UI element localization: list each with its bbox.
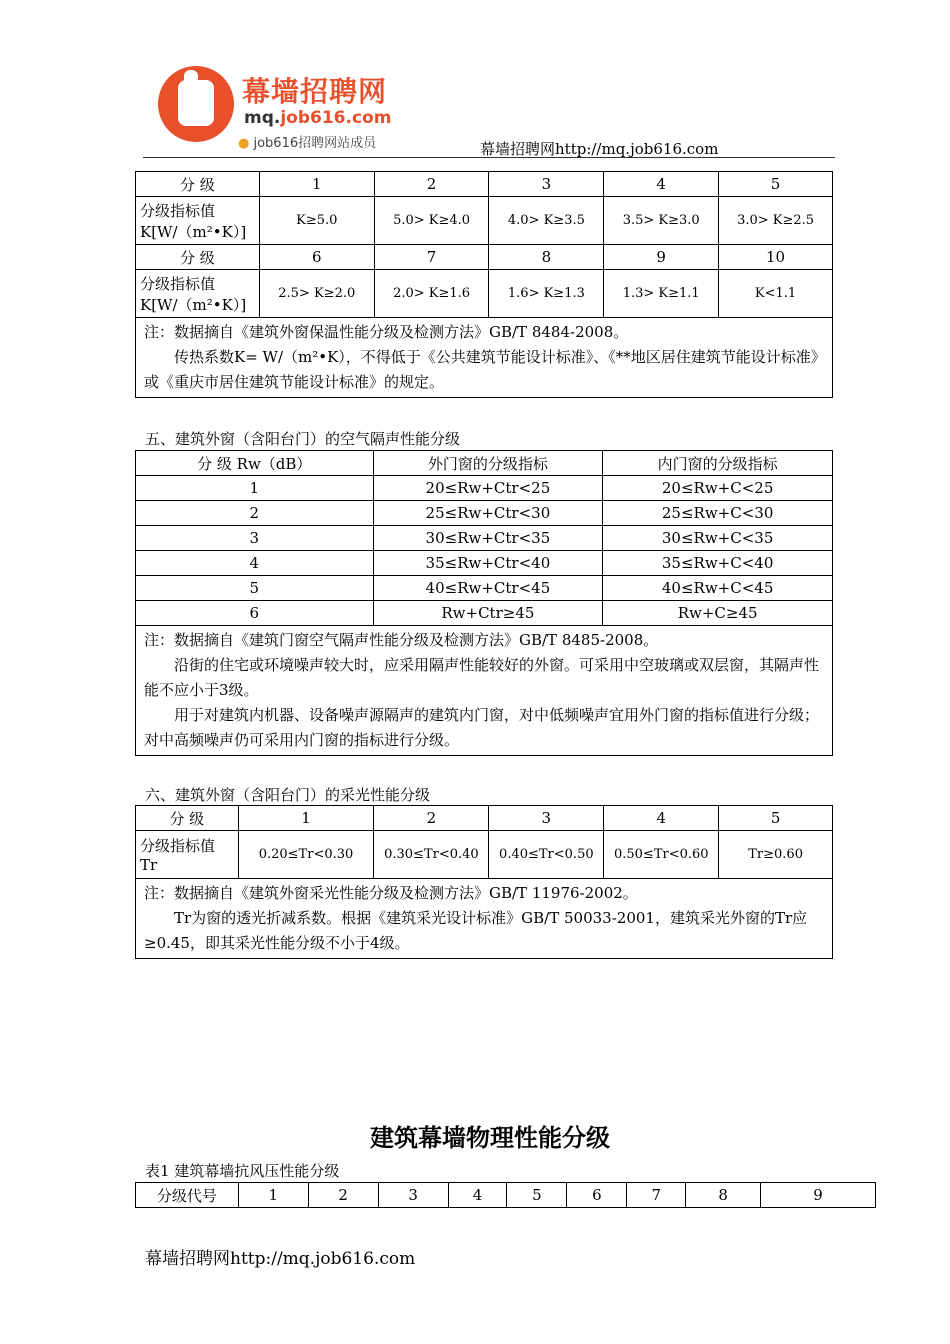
row-label-text: 分级指标值 xyxy=(140,274,216,293)
table-cell: 0.20≤Tr<0.30 xyxy=(238,831,374,879)
table-row xyxy=(136,476,833,501)
table-cell: 2 xyxy=(136,501,374,526)
table-cell: 6 xyxy=(259,245,374,270)
row-label-text: 分级指标值 xyxy=(140,837,216,855)
table-cell: 20≤Rw+Ctr<25 xyxy=(373,476,603,501)
thermal-grade-table xyxy=(135,171,833,398)
table-cell: 5 xyxy=(507,1183,567,1208)
logo-title: 幕墙招聘网 xyxy=(242,75,388,108)
table-cell: K<1.1 xyxy=(719,270,833,318)
table-row xyxy=(136,576,833,601)
note-text: Tr为窗的透光折减系数。根据《建筑采光设计标准》GB/T 50033-2001，建筑采光外窗的Tr应≥0.45，即其采光性能分级不小于4级。 xyxy=(144,909,808,952)
table-cell: 4 xyxy=(136,551,374,576)
table-cell: 3 xyxy=(489,806,604,831)
table-cell: 40≤Rw+C<45 xyxy=(603,576,833,601)
logo-subtitle-text: job616招聘网站成员 xyxy=(253,136,377,151)
table-cell: Tr≥0.60 xyxy=(719,831,833,879)
table-cell: 5 xyxy=(719,172,833,197)
footer-site-link[interactable]: 幕墙招聘网http://mq.job616.com xyxy=(145,1249,416,1269)
table-header-row xyxy=(136,1183,876,1208)
logo-url-brand: job616 xyxy=(280,108,346,128)
table-cell: 4 xyxy=(448,1183,507,1208)
table-header-row xyxy=(136,172,833,197)
table-caption: 表1 建筑幕墙抗风压性能分级 xyxy=(145,1162,340,1180)
table-cell: 1 xyxy=(238,1183,308,1208)
table-cell: 5.0> K≥4.0 xyxy=(374,197,489,245)
logo-url-suffix: .com xyxy=(345,108,392,128)
table-cell: 1 xyxy=(136,476,374,501)
logo-subtitle xyxy=(238,132,376,151)
table-cell: 3 xyxy=(136,526,374,551)
table-cell: 2 xyxy=(374,806,489,831)
table-cell: 3.5> K≥3.0 xyxy=(604,197,719,245)
table-cell: 30≤Rw+C<35 xyxy=(603,526,833,551)
table-cell: 10 xyxy=(719,245,833,270)
table-cell: 5 xyxy=(136,576,374,601)
logo-url-prefix: mq. xyxy=(244,108,281,128)
table-note-row xyxy=(136,879,833,959)
table-cell: 40≤Rw+Ctr<45 xyxy=(373,576,603,601)
table-cell: 0.50≤Tr<0.60 xyxy=(604,831,719,879)
row-label xyxy=(136,831,239,879)
table-cell: Rw+C≥45 xyxy=(603,601,833,626)
table-cell: 2.0> K≥1.6 xyxy=(374,270,489,318)
thumbs-up-icon xyxy=(158,66,234,142)
table-row xyxy=(136,831,833,879)
note-text: 传热系数K= W/（m²•K），不得低于《公共建筑节能设计标准》、《**地区居住建筑节能设计标准》或《重庆市居住建筑节能设计标准》的规定。 xyxy=(144,348,819,391)
table-cell: 9 xyxy=(604,245,719,270)
table-cell: 2 xyxy=(308,1183,378,1208)
table-header-cell: 内门窗的分级指标 xyxy=(603,451,833,476)
table-row xyxy=(136,270,833,318)
note-source: 注：数据摘自《建筑外窗保温性能分级及检测方法》GB/T 8484-2008。 xyxy=(144,323,629,341)
table-cell: 35≤Rw+C<40 xyxy=(603,551,833,576)
page-title: 建筑幕墙物理性能分级 xyxy=(370,1124,610,1152)
table-cell: 2 xyxy=(374,172,489,197)
table-cell: 9 xyxy=(761,1183,876,1208)
row-label-unit: K[W/（m²•K）] xyxy=(140,222,247,241)
table-cell: 4 xyxy=(604,806,719,831)
row-label xyxy=(136,270,260,318)
table-cell: 20≤Rw+C<25 xyxy=(603,476,833,501)
table-note-row xyxy=(136,318,833,398)
note-text: 用于对建筑内机器、设备噪声源隔声的建筑内门窗，对中低频噪声宜用外门窗的指标值进行分级；对中高频噪声仍可采用内门窗的指标进行分级。 xyxy=(144,706,820,749)
table-row xyxy=(136,526,833,551)
note-text: 沿街的住宅或环境噪声较大时，应采用隔声性能较好的外窗。可采用中空玻璃或双层窗，其隔声性能不应小于3级。 xyxy=(144,656,820,699)
table-header-cell: 外门窗的分级指标 xyxy=(373,451,603,476)
table-note-row xyxy=(136,626,833,756)
row-label-text: 分级指标值 xyxy=(140,201,216,220)
table-cell: 3.0> K≥2.5 xyxy=(719,197,833,245)
table-note xyxy=(136,318,833,398)
table-header-row xyxy=(136,245,833,270)
header-divider xyxy=(143,157,835,158)
table-cell: 5 xyxy=(719,806,833,831)
table-cell: 2.5> K≥2.0 xyxy=(259,270,374,318)
table-cell: 4 xyxy=(604,172,719,197)
table-cell: 25≤Rw+C<30 xyxy=(603,501,833,526)
table-cell: 8 xyxy=(489,245,604,270)
table-row xyxy=(136,601,833,626)
site-logo[interactable] xyxy=(158,66,418,156)
table-cell: 7 xyxy=(374,245,489,270)
row-label-unit: Tr xyxy=(140,856,158,874)
sound-insulation-table xyxy=(135,450,833,756)
table-note xyxy=(136,626,833,756)
table-cell: 0.40≤Tr<0.50 xyxy=(489,831,604,879)
table-cell: 6 xyxy=(567,1183,627,1208)
note-source: 注：数据摘自《建筑门窗空气隔声性能分级及检测方法》GB/T 8485-2008。 xyxy=(144,631,659,649)
table-cell: 1.3> K≥1.1 xyxy=(604,270,719,318)
table-cell: 4.0> K≥3.5 xyxy=(489,197,604,245)
table-cell: 8 xyxy=(686,1183,761,1208)
table-cell: 6 xyxy=(136,601,374,626)
table-header-row xyxy=(136,806,833,831)
table-note xyxy=(136,879,833,959)
table-header-cell: 分 级 Rw（dB） xyxy=(136,451,374,476)
table-cell: 1.6> K≥1.3 xyxy=(489,270,604,318)
table-cell: 分 级 xyxy=(136,806,239,831)
table-cell: 1 xyxy=(259,172,374,197)
table-row xyxy=(136,197,833,245)
table-cell: 分级代号 xyxy=(136,1183,239,1208)
table-cell: 1 xyxy=(238,806,374,831)
wind-pressure-table xyxy=(135,1182,876,1208)
table-cell: 25≤Rw+Ctr<30 xyxy=(373,501,603,526)
table-cell: 7 xyxy=(627,1183,686,1208)
section-heading: 六、建筑外窗（含阳台门）的采光性能分级 xyxy=(145,786,431,804)
note-source: 注：数据摘自《建筑外窗采光性能分级及检测方法》GB/T 11976-2002。 xyxy=(144,884,638,902)
section-heading: 五、建筑外窗（含阳台门）的空气隔声性能分级 xyxy=(145,430,461,448)
row-label xyxy=(136,197,260,245)
table-cell: 0.30≤Tr<0.40 xyxy=(374,831,489,879)
daylight-grade-table xyxy=(135,805,833,959)
table-cell: 35≤Rw+Ctr<40 xyxy=(373,551,603,576)
table-cell: 分 级 xyxy=(136,172,260,197)
table-cell: Rw+Ctr≥45 xyxy=(373,601,603,626)
table-cell: K≥5.0 xyxy=(259,197,374,245)
bulb-icon: ● xyxy=(238,136,250,151)
table-cell: 分 级 xyxy=(136,245,260,270)
table-cell: 3 xyxy=(489,172,604,197)
table-cell: 30≤Rw+Ctr<35 xyxy=(373,526,603,551)
row-label-unit: K[W/（m²•K）] xyxy=(140,295,247,314)
table-row xyxy=(136,551,833,576)
table-row xyxy=(136,501,833,526)
logo-url xyxy=(244,108,391,128)
header-site-link[interactable]: 幕墙招聘网http://mq.job616.com xyxy=(480,140,719,158)
table-header-row xyxy=(136,451,833,476)
table-cell: 3 xyxy=(378,1183,448,1208)
